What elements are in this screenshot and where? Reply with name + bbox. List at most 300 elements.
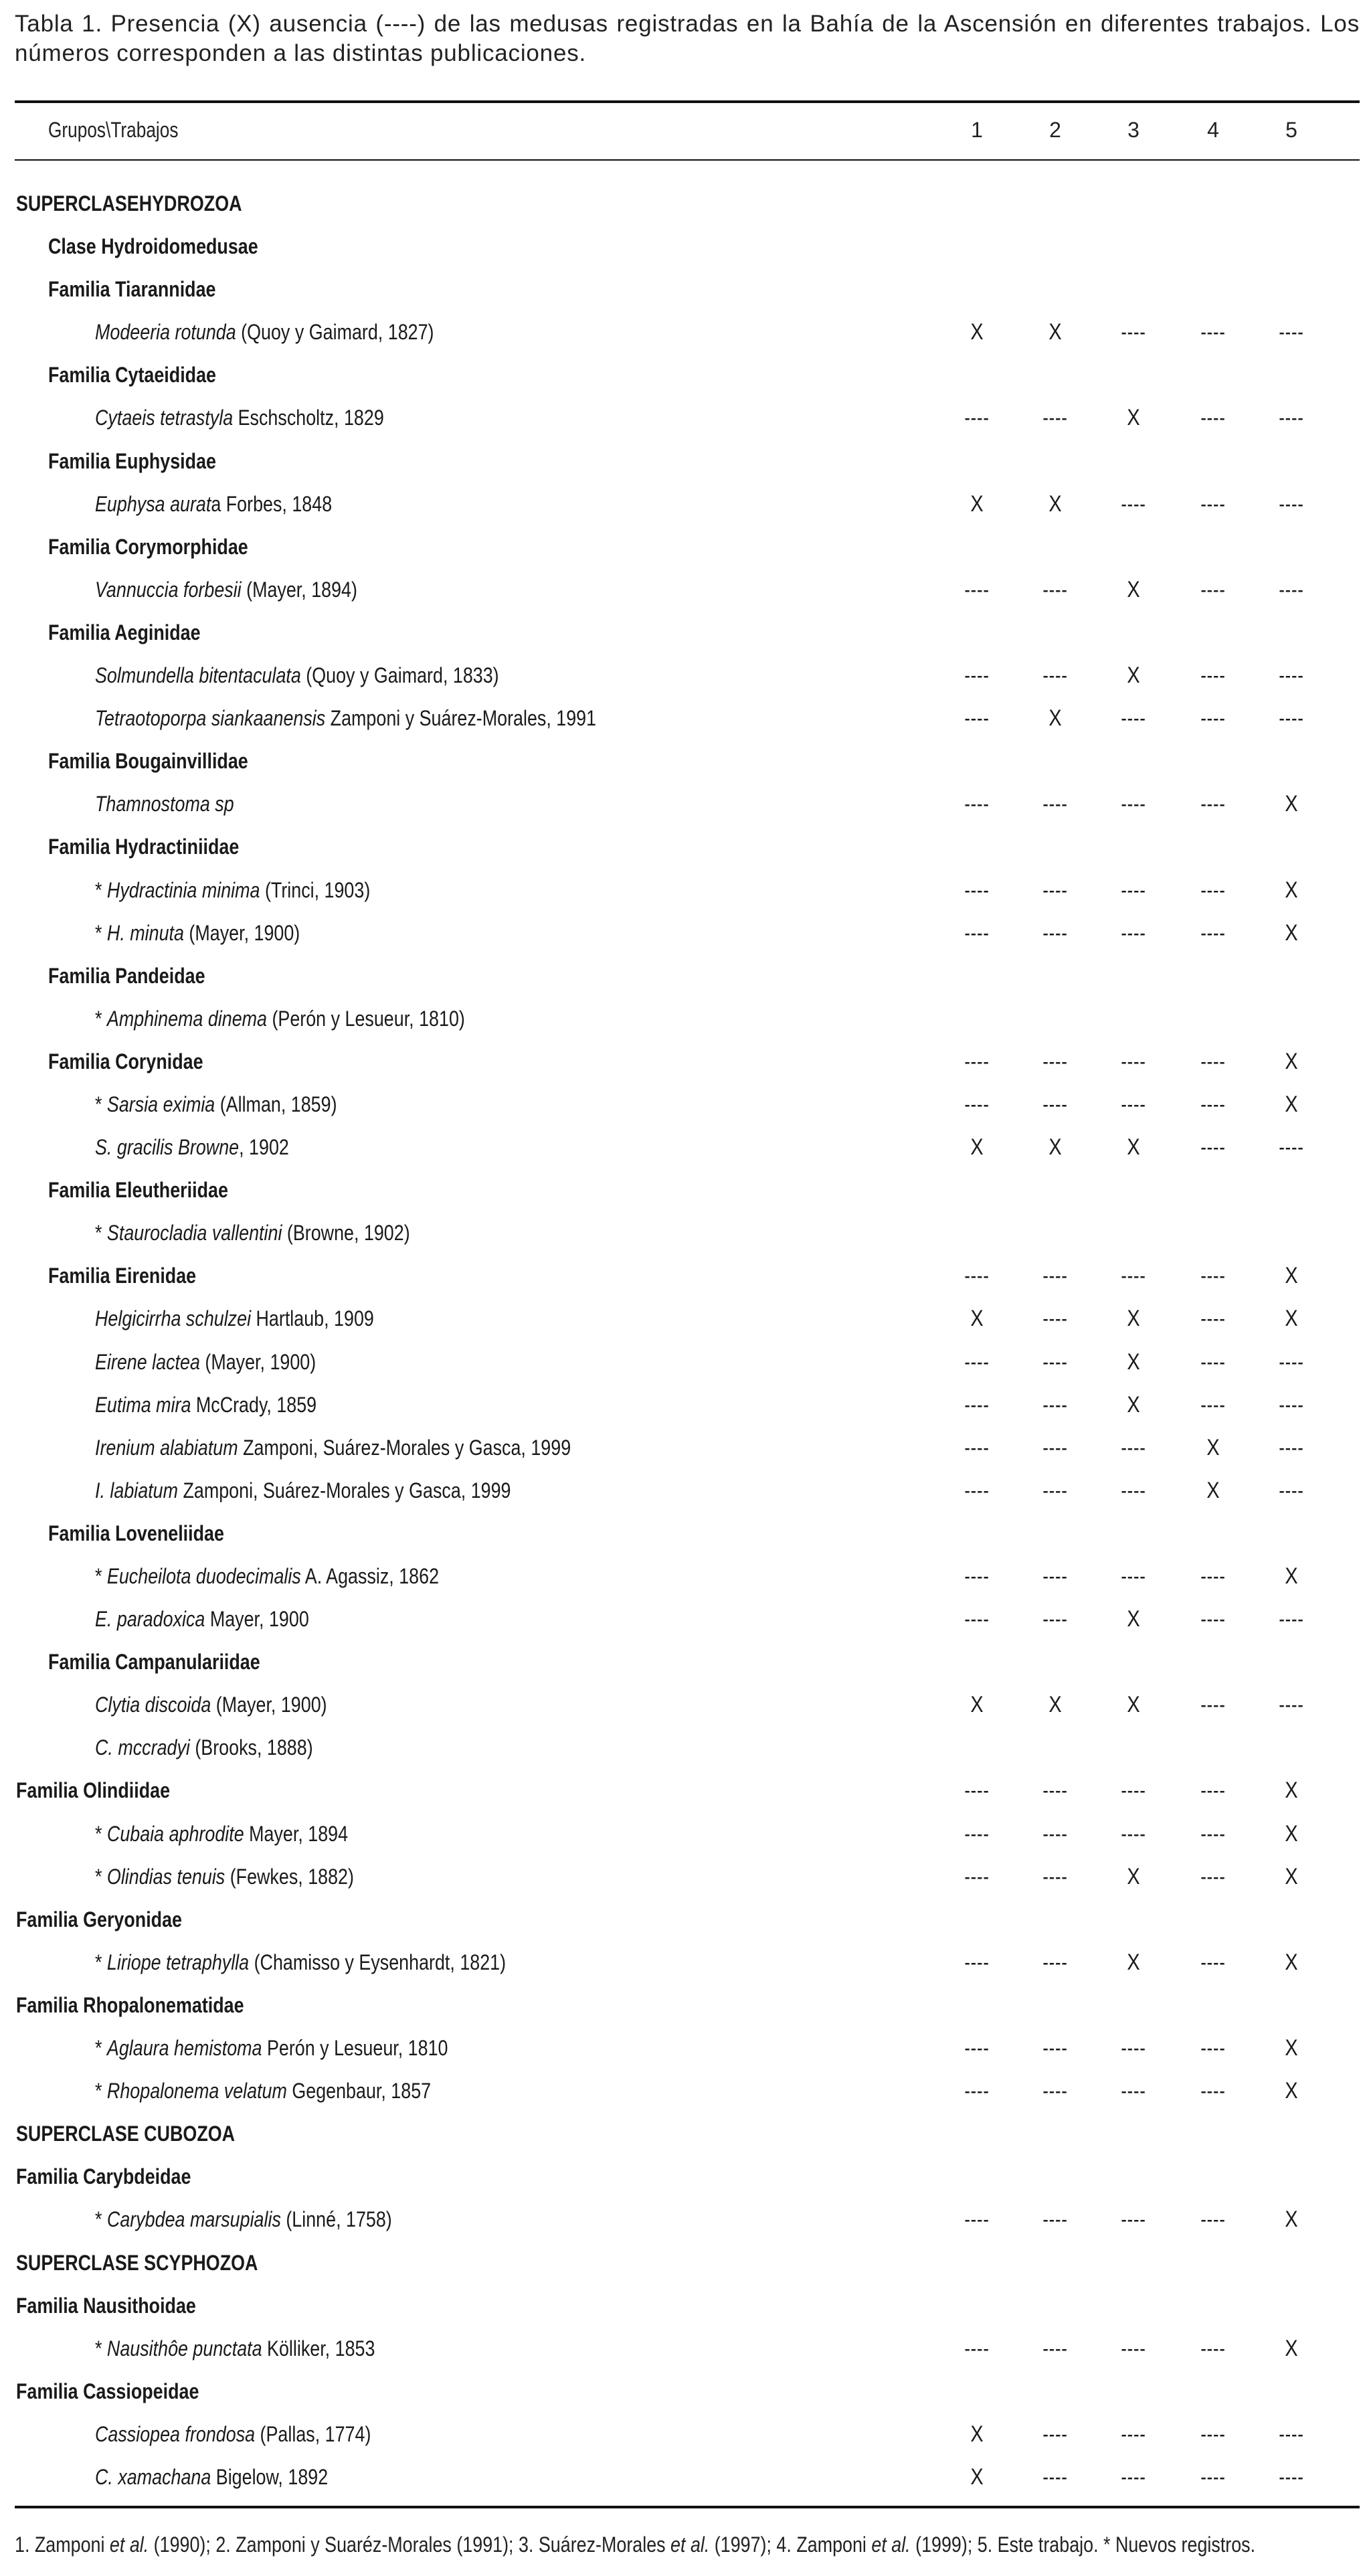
cell-col-4: ---- [1200,2464,1226,2489]
cell-col-1: ---- [964,2079,990,2103]
row-label [95,2456,328,2498]
group-row [0,1040,1371,1083]
group-row [0,611,1371,654]
label-text: (Quoy y Gaimard, 1827) [236,320,434,345]
species-row [0,1211,1371,1254]
row-label [95,1297,374,1340]
row-label [48,740,248,782]
row-label [95,697,596,740]
cell-col-1: ---- [964,792,990,817]
label-text: , 1902 [239,1135,289,1160]
group-row [0,1984,1371,2027]
species-row [0,2327,1371,2370]
cell-col-3: X [1127,1863,1140,1889]
top-rule [15,100,1360,103]
footnote-part: et al. [871,2532,911,2557]
taxon-name: Clytia discoida [95,1693,211,1717]
row-label [95,1555,439,1598]
cell-col-1: ---- [964,1092,990,1116]
group-row [0,182,1371,225]
label-text: Familia Campanulariidae [48,1650,260,1675]
cell-col-1: X [970,319,984,345]
taxon-name: Olindias tenuis [106,1864,225,1889]
label-text: (Browne, 1902) [282,1221,410,1246]
label-text: Hartlaub, 1909 [251,1306,374,1331]
group-row [0,2370,1371,2413]
row-label [95,1726,313,1769]
cell-col-4: ---- [1200,2079,1226,2103]
label-text: (Mayer, 1900) [199,1349,316,1374]
cell-col-2: ---- [1042,1950,1068,1974]
species-row [0,1426,1371,1469]
row-label [95,654,499,697]
cell-col-1: X [970,2464,984,2490]
label-text: Familia Rhopalonematidae [16,1992,244,2017]
cell-col-5: X [1285,1048,1298,1074]
row-label [48,1040,203,1083]
species-row [0,1383,1371,1426]
cell-col-3: ---- [1121,2421,1146,2446]
row-label [95,1812,348,1855]
cell-col-4: ---- [1200,1778,1226,1803]
cell-col-1: ---- [964,1821,990,1846]
taxon-name: Cassiopea frondosa [95,2421,256,2446]
cell-col-4: ---- [1200,491,1226,516]
label-text: * [95,2036,107,2061]
taxon-name: Eirene lactea [95,1349,200,1374]
group-row [0,268,1371,311]
row-label [16,1898,182,1941]
taxon-name: Helgicirrha schulzei [95,1306,252,1331]
footnote-part: (1999); 5. Este trabajo. * Nuevos registros. [910,2532,1256,2557]
table-header [0,111,1371,149]
cell-col-3: ---- [1121,320,1146,345]
cell-col-2: ---- [1042,1478,1068,1502]
group-row [0,1769,1371,1812]
species-row [0,483,1371,525]
label-text: Familia Aeginidae [48,620,201,645]
species-row [0,568,1371,611]
cell-col-2: X [1048,1134,1062,1161]
label-text: * [95,1092,107,1116]
cell-col-3: X [1127,1349,1140,1375]
species-row [0,997,1371,1040]
row-label [95,396,384,439]
cell-col-2: X [1048,705,1062,732]
cell-col-3: ---- [1121,877,1146,902]
cell-col-2: ---- [1042,2036,1068,2061]
cell-col-5: X [1285,1263,1298,1289]
label-text: (Pallas, 1774) [255,2421,371,2446]
taxon-name: Amphinema dinema [106,1006,267,1031]
cell-col-2: X [1048,491,1062,517]
taxon-name: Carybdea marsupialis [106,2207,281,2232]
taxon-name: Eutima mira [95,1392,191,1417]
cell-col-5: X [1285,791,1298,817]
row-label [16,2370,199,2413]
group-row [0,2241,1371,2284]
cell-col-4: ---- [1200,1349,1226,1374]
cell-col-2: ---- [1042,1564,1068,1588]
label-text: * [95,1821,107,1846]
cell-col-4: ---- [1200,1392,1226,1417]
label-text: (Mayer, 1900) [183,920,300,945]
cell-col-4: ---- [1200,1135,1226,1160]
cell-col-2: ---- [1042,1864,1068,1889]
label-text: SUPERCLASE CUBOZOA [16,2122,236,2146]
row-label [95,2069,431,2112]
header-groups-label: Grupos\Trabajos [48,118,179,142]
header-rule [15,159,1360,161]
cell-col-5: ---- [1279,1135,1304,1160]
cell-col-1: X [970,491,984,517]
cell-col-4: ---- [1200,1821,1226,1846]
cell-col-4: ---- [1200,1607,1226,1632]
row-label [48,1640,260,1683]
cell-col-5: X [1285,2035,1298,2061]
cell-col-5: X [1285,1306,1298,1332]
cell-col-5: X [1285,1863,1298,1889]
species-row [0,1555,1371,1598]
group-row [0,353,1371,396]
label-text: Familia Euphysidae [48,448,216,473]
cell-col-4: ---- [1200,1564,1226,1588]
cell-col-1: ---- [964,877,990,902]
cell-col-5: X [1285,1949,1298,1975]
cell-col-5: ---- [1279,320,1304,345]
taxon-name: Vannuccia forbesii [95,577,242,602]
row-label [48,1254,196,1297]
bottom-rule [15,2506,1360,2508]
cell-col-2: ---- [1042,877,1068,902]
cell-col-5: X [1285,920,1298,946]
row-label [48,825,239,868]
label-text: * [95,1221,107,1246]
group-row [0,825,1371,868]
group-row [0,225,1371,268]
row-label [95,1469,511,1512]
species-row [0,1598,1371,1640]
row-label [95,2198,392,2241]
taxon-name: Tetraotoporpa siankaanensis [95,706,326,731]
cell-col-1: ---- [964,1264,990,1288]
cell-col-5: ---- [1279,1607,1304,1632]
label-text: a Forbes, 1848 [211,491,333,516]
species-row [0,869,1371,912]
cell-col-2: ---- [1042,1264,1068,1288]
label-text: Clase Hydroidomedusae [48,234,258,259]
cell-col-3: X [1127,1306,1140,1332]
label-text: * [95,1006,107,1031]
label-text: * [95,1564,107,1588]
label-text: (Allman, 1859) [215,1092,337,1116]
label-text: Familia Tiarannidae [48,277,216,302]
cell-col-2: ---- [1042,2079,1068,2103]
row-label [95,912,300,954]
cell-col-2: ---- [1042,577,1068,602]
header-col-5: 5 [1285,118,1297,142]
species-row [0,1812,1371,1855]
label-text: (Linné, 1758) [280,2207,392,2232]
taxon-name: Irenium alabiatum [95,1435,238,1460]
label-text: (Mayer, 1894) [241,577,357,602]
cell-col-4: ---- [1200,2036,1226,2061]
label-text: Familia Bougainvillidae [48,749,248,774]
taxon-name: I. labiatum [95,1478,179,1502]
header-col-1: 1 [971,118,983,142]
label-text: (Chamisso y Eysenhardt, 1821) [249,1950,507,1974]
row-label [16,2241,258,2284]
group-row [0,740,1371,782]
label-text: SUPERCLASEHYDROZOA [16,191,242,216]
row-label [48,611,201,654]
cell-col-1: ---- [964,406,990,430]
row-label [48,1169,228,1211]
row-label [95,483,332,525]
species-row [0,1726,1371,1769]
cell-col-1: X [970,2421,984,2447]
cell-col-5: X [1285,1091,1298,1117]
cell-col-4: ---- [1200,320,1226,345]
label-text: (Fewkes, 1882) [225,1864,354,1889]
cell-col-3: X [1127,1606,1140,1632]
cell-col-3: ---- [1121,1564,1146,1588]
footnote-part: et al. [109,2532,149,2557]
cell-col-1: ---- [964,2336,990,2360]
cell-col-4: ---- [1200,920,1226,945]
label-text: * [95,2079,107,2103]
label-text: Perón y Lesueur, 1810 [262,2036,448,2061]
label-text: Zamponi y Suárez-Morales, 1991 [325,706,597,731]
cell-col-4: ---- [1200,663,1226,688]
cell-col-1: ---- [964,1392,990,1417]
cell-col-4: ---- [1200,2336,1226,2360]
cell-col-5: X [1285,2207,1298,2233]
taxon-name: Staurocladia vallentini [106,1221,282,1246]
cell-col-3: ---- [1121,1778,1146,1803]
label-text: Familia Corynidae [48,1049,203,1074]
species-row [0,1855,1371,1898]
row-label [48,268,215,311]
cell-col-3: X [1127,1949,1140,1975]
row-label [48,954,205,997]
taxon-name: Nausithôe punctata [106,2336,262,2360]
cell-col-5: ---- [1279,1392,1304,1417]
cell-col-3: ---- [1121,2079,1146,2103]
row-label [48,440,216,483]
row-label [48,525,248,568]
row-label [95,1341,316,1383]
label-text: McCrady, 1859 [191,1392,317,1417]
cell-col-4: ---- [1200,1693,1226,1717]
cell-col-4: ---- [1200,1049,1226,1074]
cell-col-5: ---- [1279,1349,1304,1374]
cell-col-3: X [1127,576,1140,602]
label-text: * [95,920,107,945]
cell-col-4: ---- [1200,1864,1226,1889]
label-text: * [95,2207,107,2232]
cell-col-3: ---- [1121,2464,1146,2489]
cell-col-2: ---- [1042,1092,1068,1116]
label-text: Mayer, 1894 [244,1821,349,1846]
cell-col-3: ---- [1121,792,1146,817]
cell-col-5: ---- [1279,663,1304,688]
row-label [95,1683,327,1726]
cell-col-1: ---- [964,1349,990,1374]
label-text: Bigelow, 1892 [211,2464,329,2489]
species-row [0,2413,1371,2456]
row-label [95,2027,448,2069]
taxon-name: Eucheilota duodecimalis [106,1564,301,1588]
taxon-name: Modeeria rotunda [95,320,236,345]
species-row [0,1469,1371,1512]
cell-col-2: ---- [1042,1607,1068,1632]
group-row [0,1169,1371,1211]
cell-col-3: X [1127,1391,1140,1418]
label-text: Familia Cytaeididae [48,363,216,388]
taxon-name: Solmundella bitentaculata [95,663,301,688]
taxon-name: Sarsia eximia [106,1092,215,1116]
cell-col-3: ---- [1121,2036,1146,2061]
species-row [0,311,1371,353]
cell-col-1: ---- [964,1778,990,1803]
cell-col-1: X [970,1692,984,1718]
row-label [16,2112,235,2155]
group-row [0,1640,1371,1683]
taxon-name: C. mccradyi [95,1735,190,1760]
row-label [95,1083,337,1126]
label-text: SUPERCLASE SCYPHOZOA [16,2250,258,2275]
label-text: Mayer, 1900 [205,1607,309,1632]
label-text: * [95,1864,107,1889]
group-row [0,1512,1371,1555]
label-text: (Mayer, 1900) [211,1693,327,1717]
cell-col-3: X [1127,663,1140,689]
cell-col-5: ---- [1279,1693,1304,1717]
cell-col-5: ---- [1279,1478,1304,1502]
cell-col-5: ---- [1279,2464,1304,2489]
cell-col-2: ---- [1042,792,1068,817]
species-row [0,912,1371,954]
cell-col-4: ---- [1200,1306,1226,1331]
cell-col-5: X [1285,1563,1298,1589]
species-row [0,1297,1371,1340]
cell-col-1: ---- [964,1950,990,1974]
cell-col-1: ---- [964,663,990,688]
row-label [16,2284,196,2327]
label-text: A. Agassiz, 1862 [300,1564,440,1588]
cell-col-1: ---- [964,2207,990,2232]
cell-col-2: ---- [1042,663,1068,688]
cell-col-1: ---- [964,1435,990,1460]
species-row [0,782,1371,825]
cell-col-4: ---- [1200,1950,1226,1974]
cell-col-4: ---- [1200,1264,1226,1288]
cell-col-5: ---- [1279,577,1304,602]
row-label [95,782,234,825]
table-footnote [15,2530,1256,2559]
cell-col-4: ---- [1200,2421,1226,2446]
group-row [0,525,1371,568]
label-text: Familia Loveneliidae [48,1521,224,1545]
cell-col-5: X [1285,1820,1298,1847]
row-label [16,182,242,225]
cell-col-5: X [1285,877,1298,903]
label-text: Familia Nausithoidae [16,2293,196,2318]
group-row [0,954,1371,997]
row-label [48,225,258,268]
row-label [16,1769,170,1812]
taxon-name: Euphysa aurat [95,491,211,516]
cell-col-2: ---- [1042,1049,1068,1074]
row-label [95,1383,316,1426]
cell-col-1: ---- [964,1478,990,1502]
footnote-part: (1997); 4. Zamponi [709,2532,872,2557]
row-label [95,1941,506,1984]
cell-col-5: ---- [1279,491,1304,516]
cell-col-2: ---- [1042,1392,1068,1417]
cell-col-2: ---- [1042,1821,1068,1846]
label-text: Zamponi, Suárez-Morales y Gasca, 1999 [238,1435,571,1460]
group-row [0,2284,1371,2327]
footnote-part: et al. [670,2532,710,2557]
cell-col-2: ---- [1042,406,1068,430]
label-text: (Brooks, 1888) [189,1735,313,1760]
cell-col-1: X [970,1134,984,1161]
cell-col-5: X [1285,2335,1298,2361]
species-row [0,1341,1371,1383]
row-label [16,2155,191,2198]
row-label [95,1855,354,1898]
label-text: * [95,1950,107,1974]
row-label [95,997,465,1040]
label-text: Zamponi, Suárez-Morales y Gasca, 1999 [178,1478,511,1502]
taxon-name: Aglaura hemistoma [106,2036,262,2061]
cell-col-3: X [1127,405,1140,431]
cell-col-2: ---- [1042,1435,1068,1460]
row-label [16,1984,244,2027]
cell-col-4: X [1206,1477,1220,1503]
label-text: Familia Carybdeidae [16,2164,191,2189]
cell-col-3: ---- [1121,2336,1146,2360]
group-row [0,1898,1371,1941]
label-text: (Trinci, 1903) [260,877,371,902]
cell-col-5: X [1285,1778,1298,1804]
cell-col-1: ---- [964,1607,990,1632]
species-row [0,1683,1371,1726]
label-text: Familia Eirenidae [48,1264,197,1288]
cell-col-1: ---- [964,1049,990,1074]
taxon-name: Liriope tetraphylla [106,1950,250,1974]
species-row [0,697,1371,740]
cell-col-4: ---- [1200,1092,1226,1116]
species-row [0,2027,1371,2069]
cell-col-4: ---- [1200,577,1226,602]
cell-col-1: ---- [964,1564,990,1588]
group-row [0,2155,1371,2198]
label-text: Familia Olindiidae [16,1778,171,1803]
taxon-name: S. gracilis Browne [95,1135,240,1160]
label-text: Gegenbaur, 1857 [286,2079,432,2103]
label-text: Familia Corymorphidae [48,534,248,559]
species-row [0,1126,1371,1169]
cell-col-2: ---- [1042,2207,1068,2232]
cell-col-3: ---- [1121,920,1146,945]
cell-col-2: ---- [1042,2336,1068,2360]
label-text: Familia Cassiopeidae [16,2379,199,2403]
cell-col-3: ---- [1121,706,1146,731]
species-row [0,2198,1371,2241]
